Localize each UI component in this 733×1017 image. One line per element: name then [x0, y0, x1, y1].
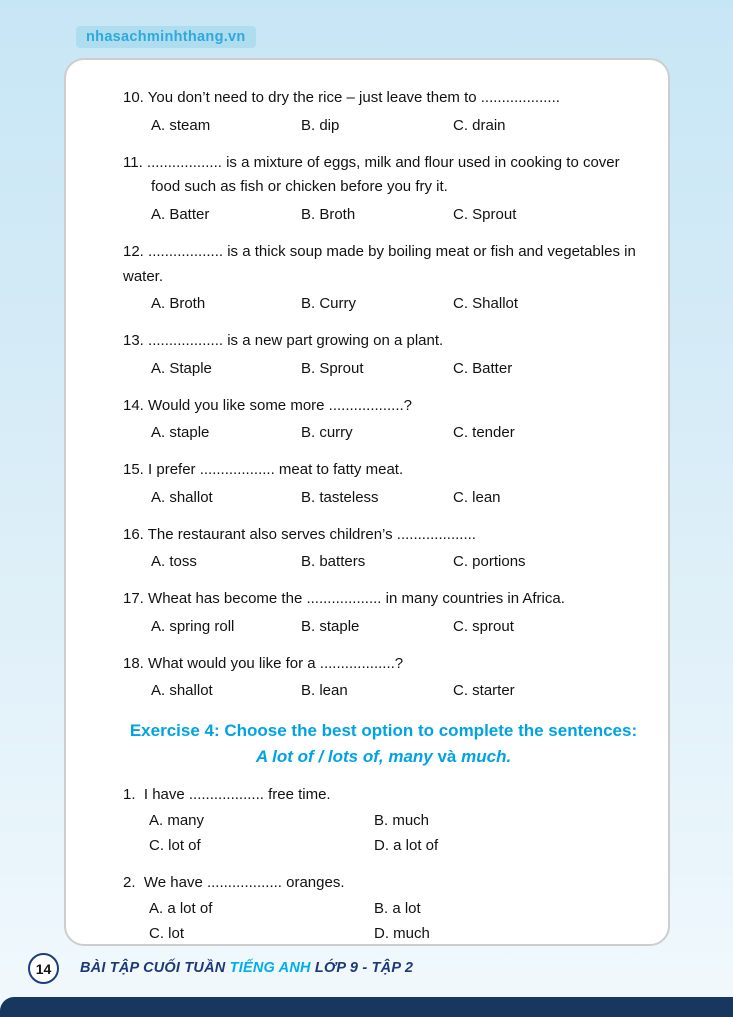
watermark-text: nhasachminhthang.vn: [76, 26, 256, 48]
question-number: 18.: [123, 654, 144, 672]
question-text: .................. is a new part growing on a plant.: [148, 332, 444, 349]
options-row: [123, 292, 650, 317]
question-15: [123, 458, 650, 511]
option-b: B. Curry: [301, 295, 357, 313]
option-d: D. a lot of: [374, 837, 439, 855]
question-13: [123, 329, 650, 382]
question-text: We have .................. oranges.: [143, 873, 345, 891]
option-a: A. many: [149, 811, 205, 829]
option-c: C. starter: [453, 682, 515, 700]
question-text: I have .................. free time.: [143, 786, 331, 803]
question-16: [123, 523, 650, 576]
question-17: [123, 587, 650, 640]
option-a: A. shallot: [151, 682, 213, 700]
option-a: A. staple: [151, 424, 210, 442]
exercise-heading-italic: much.: [461, 746, 512, 766]
question-14: [123, 394, 650, 447]
question-text: The restaurant also serves children’s ...................: [147, 525, 476, 543]
question-number: 11.: [123, 153, 143, 171]
question-text: .................. is a mixture of eggs, milk and flour used in cooking to cover food such as fish or chicken before you fry it.: [146, 153, 620, 196]
options-grid: [123, 896, 650, 947]
option-b: B. staple: [301, 617, 360, 635]
option-a: A. a lot of: [149, 899, 213, 917]
options-row: [123, 550, 650, 575]
option-c: C. portions: [453, 553, 526, 571]
options-row: [123, 679, 650, 704]
option-d: D. much: [374, 925, 430, 942]
page-footer: [0, 953, 733, 993]
page-number-badge: 14: [28, 953, 59, 984]
question-number: 12.: [123, 242, 144, 260]
question-number: 1.: [123, 786, 136, 803]
options-row: [123, 615, 650, 640]
question-number: 16.: [123, 525, 144, 543]
exercise-4-heading: [123, 718, 644, 769]
options-grid: [123, 808, 650, 859]
option-a: A. steam: [151, 116, 211, 134]
question-text: .................. is a thick soup made by boiling meat or fish and vegetables in water.: [123, 242, 636, 285]
option-a: A. toss: [151, 553, 197, 571]
question-text: You don’t need to dry the rice – just leave them to ...................: [147, 89, 560, 106]
option-b: B. tasteless: [301, 488, 379, 506]
question-number: 15.: [123, 461, 144, 478]
option-b: B. curry: [301, 424, 353, 442]
footer-title-highlight: TIẾNG ANH: [229, 960, 311, 976]
option-b: B. much: [374, 811, 430, 829]
option-c: C. Shallot: [453, 295, 519, 313]
exercise-heading-italic: A lot of / lots of, many: [255, 746, 433, 766]
option-b: B. batters: [301, 553, 366, 571]
options-row: [123, 421, 650, 446]
option-c: C. drain: [453, 116, 506, 134]
footer-title: [80, 960, 413, 976]
options-row: [123, 203, 650, 228]
option-a: A. spring roll: [151, 617, 235, 635]
option-c: C. lean: [453, 488, 501, 506]
question-number: 17.: [123, 590, 144, 607]
option-b: B. a lot: [374, 899, 421, 917]
question-12: [123, 240, 650, 317]
question-number: 13.: [123, 332, 144, 349]
bottom-bar: [0, 997, 733, 1017]
exercise4-question-1: [123, 783, 650, 859]
exercise4-question-2: [123, 871, 650, 946]
question-10: [123, 86, 650, 139]
question-text: Would you like some more ..................?: [148, 396, 413, 414]
question-text: What would you like for a ..................?: [148, 654, 404, 672]
option-c: C. lot of: [149, 837, 201, 855]
exercise-heading-text: và: [432, 746, 462, 766]
option-a: A. Batter: [151, 206, 210, 223]
option-b: B. lean: [301, 682, 348, 700]
option-b: B. Broth: [301, 206, 356, 223]
question-text: Wheat has become the .................. in many countries in Africa.: [148, 590, 565, 607]
option-c: C. sprout: [453, 617, 514, 635]
option-a: A. shallot: [151, 488, 213, 506]
option-b: B. dip: [301, 116, 340, 134]
options-row: [123, 114, 650, 139]
question-11: [123, 151, 650, 228]
footer-title-text: LỚP 9 - TẬP 2: [310, 960, 414, 976]
question-number: 2.: [123, 873, 136, 891]
question-number: 14.: [123, 396, 144, 414]
option-a: A. Broth: [151, 295, 206, 313]
option-a: A. Staple: [151, 359, 212, 377]
options-row: [123, 357, 650, 382]
exercise-heading-text: Exercise 4: Choose the best option to complete the sentences:: [129, 721, 638, 740]
footer-title-text: BÀI TẬP CUỐI TUẦN: [80, 960, 230, 976]
option-c: C. Batter: [453, 359, 513, 377]
question-number: 10.: [123, 89, 144, 106]
content-card: [64, 58, 670, 946]
question-18: [123, 652, 650, 705]
question-text: I prefer .................. meat to fatty meat.: [148, 461, 404, 478]
option-b: B. Sprout: [301, 359, 364, 377]
options-row: [123, 486, 650, 511]
option-c: C. Sprout: [453, 206, 517, 223]
option-c: C. lot: [149, 925, 185, 942]
option-c: C. tender: [453, 424, 515, 442]
